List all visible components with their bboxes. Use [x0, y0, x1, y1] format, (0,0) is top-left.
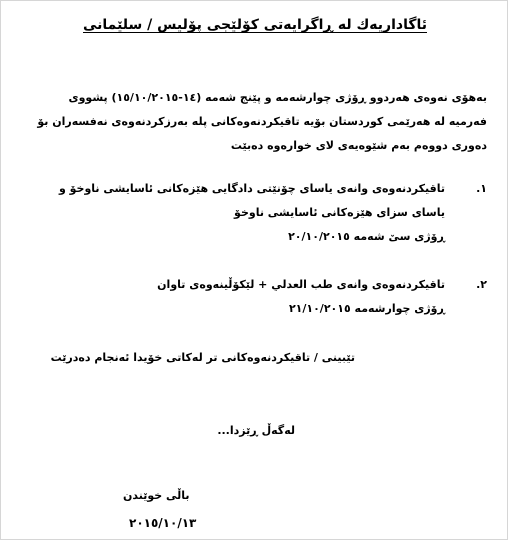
signature-text: باڵی خوێندن	[123, 489, 190, 502]
document-title: ئاگاداریەك لە ڕاگرایەتی كۆلێجی پۆلیس / سلێمانی	[83, 17, 427, 33]
intro-line: دەوری دووەم بەم شێوەیەی لای خوارەوە دەبێت	[230, 139, 487, 152]
signature-date: ٢٠١٥/١٠/١٣	[129, 516, 197, 530]
note-text: تێبینی / تاقیكردنەوەكانی تر لەكاتی خۆیدا ئەنجام دەدرێت	[50, 351, 355, 364]
intro-line: بەهۆی نەوەی هەردوو ڕۆژی چوارشەمە و پێنج شەمە (١٤-١٥/١٠/٢٠١٥) پشووی	[68, 91, 487, 104]
intro-line: فەرمیە لە هەرێمی كوردستان بۆیە تاقیكردنەوەكانی پلە بەرزكردنەوەی نەفسەران بۆ	[37, 115, 487, 128]
item-number: ٢.	[476, 278, 487, 291]
item-date-line: ڕۆژی سێ شەمە ٢٠/١٠/٢٠١٥	[288, 230, 445, 243]
item-line: یاسای سزای هێزەكانی ئاسایشی ناوخۆ	[234, 206, 445, 219]
item-line: تاقیكردنەوەی وانەی یاسای چۆنێتی دادگایی هێزەكانی ئاسایشی ناوخۆ و	[58, 182, 445, 195]
item-number: ١.	[476, 182, 487, 195]
regards-text: لەگەڵ ڕێزدا...	[217, 424, 295, 437]
item-line: تاقیكردنەوەی وانەی طب العدلي + لێكۆڵینەوەی تاوان	[157, 278, 445, 291]
item-body	[17, 177, 445, 249]
intro-paragraph	[17, 86, 487, 158]
item-date-line: ڕۆژی چوارشەمە ٢١/١٠/٢٠١٥	[288, 302, 445, 315]
item-body	[17, 273, 445, 321]
